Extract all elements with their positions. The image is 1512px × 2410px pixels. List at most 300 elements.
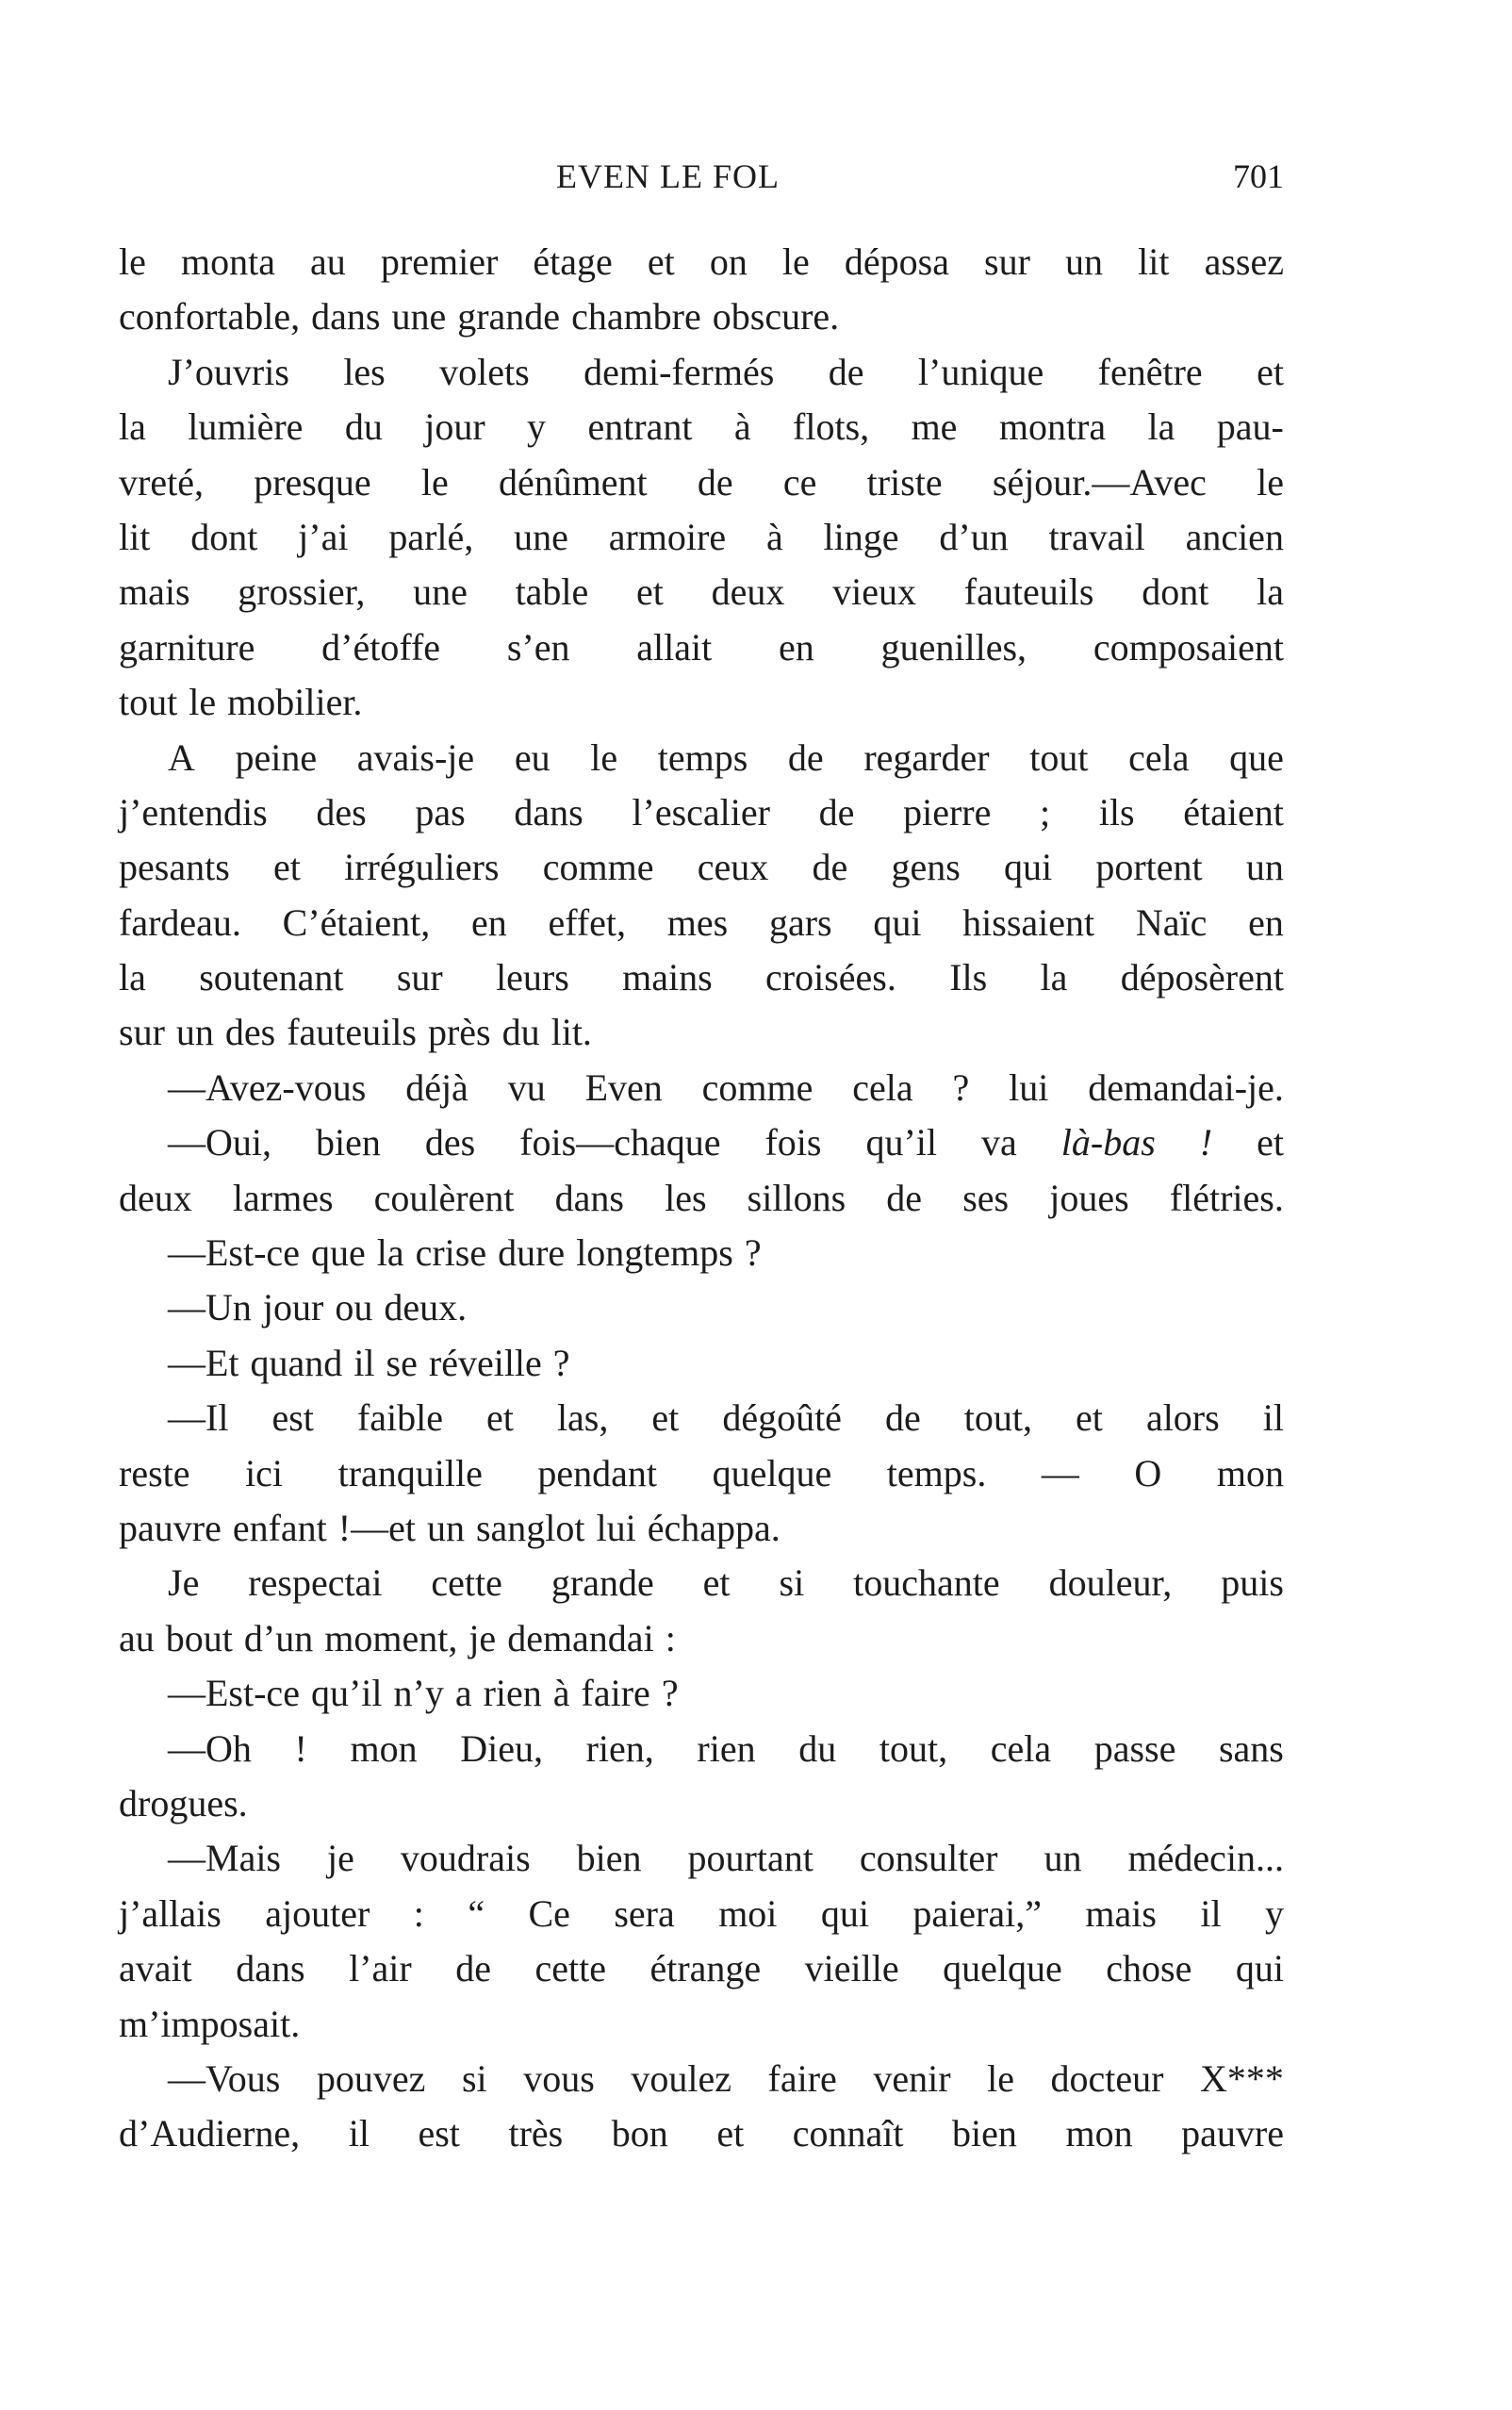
word: larmes — [232, 1176, 334, 1219]
word: la — [1040, 956, 1068, 999]
word: mon — [350, 1726, 418, 1770]
word: médecin... — [1127, 1837, 1284, 1880]
word: et — [651, 1396, 680, 1440]
word: obscure. — [712, 295, 840, 338]
word: vreté, — [119, 460, 204, 503]
word: consulter — [859, 1837, 998, 1880]
word: dénûment — [498, 460, 648, 503]
word: J’ouvris — [168, 350, 289, 393]
word: tout — [1029, 735, 1089, 779]
word: fauteuils — [963, 570, 1094, 614]
text-line — [119, 1781, 1284, 1836]
text-line — [119, 1891, 1284, 1946]
word: quelque — [712, 1451, 832, 1494]
word: dans — [554, 1176, 624, 1219]
word: gens — [891, 846, 961, 889]
word: il — [1200, 1891, 1222, 1935]
word: le — [1257, 460, 1284, 503]
word: bout — [165, 1616, 233, 1659]
word: fenêtre — [1097, 350, 1203, 393]
word: une — [514, 515, 568, 558]
word: vieille — [804, 1947, 899, 1990]
word: lui — [596, 1506, 636, 1549]
word: au — [310, 240, 346, 283]
text-line — [119, 1341, 1284, 1395]
word: tranquille — [337, 1451, 483, 1494]
word: avait — [119, 1947, 192, 1990]
word: Ils — [949, 956, 988, 999]
word: ! — [294, 1726, 307, 1770]
word: de — [697, 460, 733, 503]
word: mains — [622, 956, 713, 999]
word: que — [310, 1231, 366, 1275]
word: réveille — [428, 1341, 542, 1384]
word: des — [316, 790, 367, 834]
word: eu — [514, 735, 551, 779]
word: sanglot — [475, 1506, 585, 1549]
word: rien — [483, 1672, 542, 1715]
word: table — [515, 570, 589, 614]
word: tout — [119, 681, 178, 724]
word: armoire — [608, 515, 727, 558]
word: je — [468, 1616, 497, 1659]
word: le — [420, 460, 449, 503]
word: la — [1257, 570, 1284, 614]
word: paierai,” — [912, 1891, 1042, 1935]
word: vous — [523, 2056, 595, 2100]
word: la — [119, 405, 146, 449]
word: deux — [119, 1176, 192, 1219]
word: la — [1147, 405, 1175, 449]
text-line — [119, 1451, 1284, 1506]
text-line — [119, 460, 1284, 515]
word: confortable, — [119, 295, 301, 338]
word: pesants — [119, 846, 230, 889]
word: irréguliers — [344, 846, 500, 889]
word: sans — [1218, 1726, 1284, 1770]
text-line — [119, 955, 1284, 1010]
word: dont — [190, 515, 258, 558]
word: dont — [1142, 570, 1209, 614]
word: quelque — [943, 1947, 1062, 1990]
word: bien — [316, 1121, 381, 1164]
word: entrant — [587, 405, 693, 449]
word: cela — [990, 1726, 1052, 1770]
page-header — [119, 157, 1284, 204]
word: ses — [962, 1176, 1010, 1219]
word: —Avez-vous — [168, 1065, 367, 1109]
word: en — [1248, 900, 1284, 944]
word: de — [818, 790, 855, 834]
word: si — [779, 1561, 805, 1605]
word: que — [1229, 735, 1284, 779]
word: Je — [168, 1561, 200, 1605]
word: montra — [998, 405, 1107, 449]
word: et — [273, 846, 301, 889]
word: sera — [614, 1891, 675, 1935]
word: le — [781, 240, 810, 283]
word: presque — [254, 460, 371, 503]
word: échappa. — [647, 1506, 781, 1549]
word: dure — [498, 1231, 566, 1275]
word: crise — [415, 1231, 487, 1275]
word: un — [1245, 846, 1284, 889]
text-line — [119, 1946, 1284, 2001]
word: des — [424, 1121, 476, 1164]
word: hissaient — [962, 900, 1095, 944]
text-line — [119, 1671, 1284, 1725]
word: deux. — [384, 1286, 468, 1329]
word: moi — [718, 1891, 778, 1935]
word: le — [119, 240, 146, 283]
word: linge — [823, 515, 899, 558]
word: dans — [311, 295, 381, 338]
word: respectai — [248, 1561, 383, 1605]
word: ce — [782, 460, 817, 503]
word: rien — [697, 1726, 756, 1770]
word: effet, — [548, 900, 627, 944]
word: pauvre — [1181, 2112, 1284, 2155]
text-line — [119, 680, 1284, 735]
word: mais — [1085, 1891, 1157, 1935]
word: un — [1065, 240, 1104, 283]
word: la — [119, 956, 146, 999]
word: pierre — [903, 790, 992, 834]
word: ici — [245, 1451, 284, 1494]
word: d’étoffe — [321, 625, 441, 669]
word: parlé, — [388, 515, 474, 558]
word: de — [455, 1947, 491, 1990]
word: — — [1041, 1451, 1079, 1494]
word: voudrais — [400, 1837, 531, 1880]
word: regarder — [863, 735, 990, 779]
word: tout, — [879, 1726, 948, 1770]
text-line — [119, 735, 1284, 790]
word: à — [733, 405, 751, 449]
word: ? — [552, 1341, 570, 1384]
word: en — [470, 900, 507, 944]
word: pas — [415, 790, 466, 834]
word: allait — [636, 625, 713, 669]
word: rien, — [585, 1726, 654, 1770]
word: flots, — [793, 405, 870, 449]
word: grande — [457, 295, 561, 338]
word: grande — [551, 1561, 654, 1605]
word: me — [911, 405, 958, 449]
word: l’unique — [917, 350, 1044, 393]
word: qui — [1004, 846, 1053, 889]
word: de — [787, 735, 824, 779]
text-line — [119, 404, 1284, 459]
word: “ — [468, 1891, 485, 1935]
word: les — [665, 1176, 707, 1219]
word: connaît — [792, 2112, 904, 2155]
word: bien — [576, 1837, 642, 1880]
word: d’un — [243, 1616, 314, 1659]
word: mon — [1216, 1451, 1284, 1494]
word: l’air — [349, 1947, 412, 1990]
word: ajouter — [265, 1891, 370, 1935]
word: n’y — [393, 1672, 444, 1715]
word: demandai — [507, 1616, 654, 1659]
word: les — [343, 350, 386, 393]
word: et — [636, 570, 664, 614]
word: un — [426, 1506, 465, 1549]
word: peine — [235, 735, 318, 779]
text-line — [119, 515, 1284, 569]
word: cela — [852, 1065, 913, 1109]
word: ancien — [1185, 515, 1284, 558]
word: déposèrent — [1120, 956, 1284, 999]
word: pouvez — [316, 2056, 426, 2100]
word: reste — [119, 1451, 190, 1494]
word: joues — [1049, 1176, 1129, 1219]
word: demandai-je. — [1088, 1065, 1284, 1109]
text-line — [119, 1285, 1284, 1340]
word: avais-je — [356, 735, 475, 779]
word: O — [1134, 1451, 1162, 1494]
word: y — [1265, 1891, 1284, 1935]
word: portent — [1095, 846, 1203, 889]
word: docteur — [1050, 2056, 1164, 2100]
word: et — [702, 1561, 731, 1605]
word: —Est-ce — [168, 1672, 300, 1715]
text-line — [119, 1616, 1284, 1671]
word: fois — [764, 1121, 822, 1164]
word: pourtant — [687, 1837, 814, 1880]
text-line — [119, 1506, 1284, 1560]
text-line — [119, 1230, 1284, 1285]
word: étage — [533, 240, 613, 283]
word: y — [527, 405, 547, 449]
word: fauteuils — [287, 1011, 417, 1054]
word: vieux — [832, 570, 917, 614]
word: lit. — [551, 1011, 592, 1054]
word: est — [271, 1396, 314, 1440]
word: comme — [542, 846, 654, 889]
word: triste — [866, 460, 943, 503]
word: ! — [1199, 1121, 1213, 1164]
word: le — [189, 681, 217, 724]
word: dans — [514, 790, 583, 834]
word: X*** — [1200, 2056, 1284, 2100]
word: : — [413, 1891, 424, 1935]
word: : — [665, 1616, 676, 1659]
word: cela — [1128, 735, 1190, 779]
word: d’un — [939, 515, 1009, 558]
word: mon — [1065, 2112, 1133, 2155]
word: travail — [1048, 515, 1145, 558]
word: mais — [119, 570, 190, 614]
word: de — [886, 1176, 923, 1219]
word: étaient — [1183, 790, 1284, 834]
word: dégoûté — [722, 1396, 842, 1440]
word: quand — [250, 1341, 343, 1384]
word: l’escalier — [632, 790, 770, 834]
word: et — [647, 240, 675, 283]
word: séjour.—Avec — [992, 460, 1207, 503]
word: a — [454, 1672, 472, 1715]
word: garniture — [119, 625, 255, 669]
word: déjà — [405, 1065, 468, 1109]
text-line — [119, 845, 1284, 900]
word: la — [376, 1231, 404, 1275]
word: puis — [1221, 1561, 1284, 1605]
word: assez — [1204, 240, 1284, 283]
word: de — [812, 846, 848, 889]
word: touchante — [853, 1561, 1000, 1605]
word: enfant — [232, 1506, 327, 1549]
text-line — [119, 294, 1284, 349]
word: du — [798, 1726, 837, 1770]
word: un — [175, 1011, 214, 1054]
text-line — [119, 1120, 1284, 1175]
word: cette — [431, 1561, 502, 1605]
word: se — [386, 1341, 418, 1384]
word: j’ai — [298, 515, 349, 558]
text-line — [119, 2056, 1284, 2111]
word: sillons — [747, 1176, 846, 1219]
word: qui — [873, 900, 922, 944]
word: passe — [1093, 1726, 1176, 1770]
word: du — [344, 405, 383, 449]
word: dans — [236, 1947, 305, 1990]
word: très — [508, 2112, 564, 2155]
word: —Oh — [168, 1726, 252, 1770]
word: qu’il — [865, 1121, 938, 1164]
word: sur — [119, 1011, 165, 1054]
word: du — [501, 1011, 540, 1054]
word: faible — [356, 1396, 443, 1440]
word: venir — [873, 2056, 951, 2100]
word: ? — [661, 1672, 679, 1715]
word: et — [716, 2112, 745, 2155]
word: d’Audierne, — [119, 2112, 301, 2155]
word: voulez — [631, 2056, 731, 2100]
word: au — [119, 1616, 155, 1659]
word: et — [1257, 350, 1284, 393]
word: lit — [1138, 240, 1170, 283]
word: C’étaient, — [282, 900, 431, 944]
word: une — [413, 570, 468, 614]
word: composaient — [1093, 625, 1284, 669]
word: fardeau. — [119, 900, 241, 944]
text-line — [119, 1836, 1284, 1890]
word: leurs — [496, 956, 569, 999]
word: étrange — [649, 1947, 762, 1990]
text-line — [119, 2002, 1284, 2056]
word: on — [709, 240, 748, 283]
text-line — [119, 2111, 1284, 2166]
word: —Vous — [168, 2056, 281, 2100]
word: déposa — [844, 240, 949, 283]
word: à — [765, 515, 783, 558]
word: ceux — [697, 846, 769, 889]
word: gars — [768, 900, 832, 944]
word: fois—chaque — [519, 1121, 721, 1164]
word: de — [828, 350, 864, 393]
word: un — [1044, 1837, 1082, 1880]
word: —Oui, — [168, 1121, 271, 1164]
word: mobilier. — [227, 681, 363, 724]
text-line — [119, 790, 1284, 845]
word: moment, — [324, 1616, 458, 1659]
body-text — [119, 239, 1284, 2167]
text-line — [119, 1176, 1284, 1230]
word: deux — [711, 570, 785, 614]
word: ? — [744, 1231, 762, 1275]
word: tout, — [963, 1396, 1032, 1440]
word: ils — [1098, 790, 1135, 834]
word: faire — [767, 2056, 837, 2100]
word: chambre — [571, 295, 701, 338]
word: qui — [820, 1891, 869, 1935]
word: Even — [584, 1065, 663, 1109]
word: j’allais — [119, 1891, 222, 1935]
text-line — [119, 1065, 1284, 1120]
word: faire — [581, 1672, 650, 1715]
word: monta — [180, 240, 275, 283]
word: et — [1076, 1396, 1103, 1440]
word: pendant — [537, 1451, 658, 1494]
word: et — [486, 1396, 514, 1440]
word: sur — [984, 240, 1030, 283]
word: —Mais — [168, 1837, 281, 1880]
word: sur — [396, 956, 443, 999]
word: volets — [439, 350, 530, 393]
word: mes — [666, 900, 729, 944]
word: —Il — [168, 1396, 229, 1440]
word: jour — [262, 1286, 324, 1329]
word: coulèrent — [373, 1176, 515, 1219]
word: lui — [1009, 1065, 1049, 1109]
word: s’en — [506, 625, 570, 669]
word: il — [348, 2112, 370, 2155]
text-line — [119, 569, 1284, 624]
word: qu’il — [310, 1672, 383, 1715]
word: douleur, — [1048, 1561, 1173, 1605]
running-title: EVEN LE FOL — [556, 157, 780, 195]
word: grossier, — [238, 570, 366, 614]
word: ; — [1040, 790, 1051, 834]
word: Ce — [528, 1891, 570, 1935]
text-line — [119, 900, 1284, 955]
word: à — [552, 1672, 570, 1715]
word: de — [884, 1396, 921, 1440]
word: je — [327, 1837, 354, 1880]
word: premier — [380, 240, 499, 283]
word: là-bas — [1060, 1121, 1156, 1164]
word: lumière — [188, 405, 304, 449]
word: comme — [701, 1065, 814, 1109]
word: chose — [1106, 1947, 1192, 1990]
word: en — [779, 625, 814, 669]
word: bon — [611, 2112, 668, 2155]
word: soutenant — [199, 956, 344, 999]
word: temps. — [886, 1451, 987, 1494]
word: croisées. — [765, 956, 896, 999]
word: ou — [335, 1286, 373, 1329]
text-line — [119, 1395, 1284, 1450]
word: m’imposait. — [119, 2002, 301, 2045]
word: des — [224, 1011, 276, 1054]
word: une — [391, 295, 447, 338]
word: vu — [507, 1065, 546, 1109]
word: Naïc — [1135, 900, 1208, 944]
word: demi-fermés — [583, 350, 775, 393]
word: !—et — [337, 1506, 416, 1549]
word: alors — [1145, 1396, 1220, 1440]
